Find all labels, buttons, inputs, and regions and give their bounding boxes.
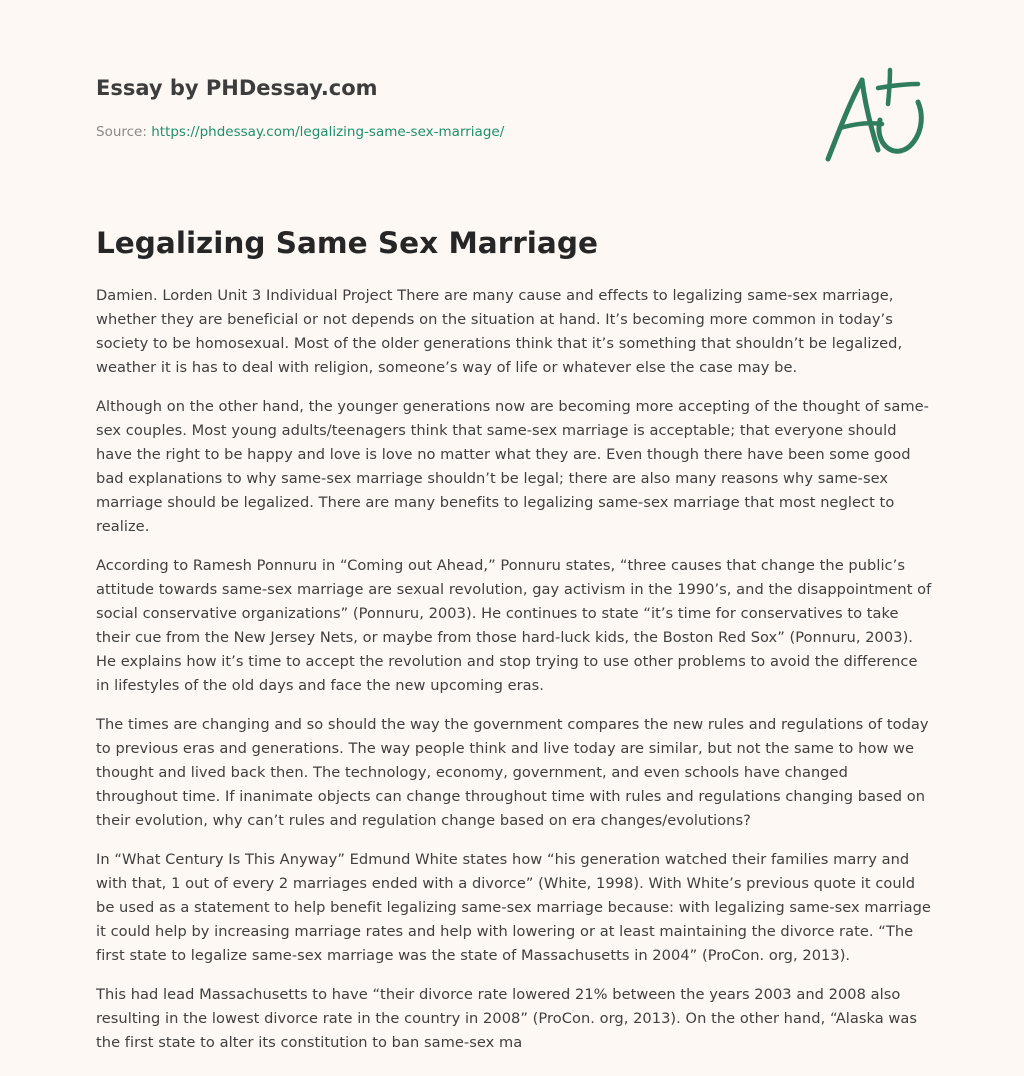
essay-title: Legalizing Same Sex Marriage [96,226,598,260]
essay-paragraph: Damien. Lorden Unit 3 Individual Project There are many cause and effects to legalizing same-sex marriage, whether they are beneficial or not depends on the situation at hand. It’s becoming more common in today’s society to be homosexual. Most of the older generations think that it’s something that shouldn’t be legalized, weather it is has to deal with religion, someone’s way of life or whatever else the case may be. [96,287,903,376]
site-title: Essay by PHDessay.com [96,76,378,100]
essay-paragraph: According to Ramesh Ponnuru in “Coming out Ahead,” Ponnuru states, “three causes that change the public’s attitude towards same-sex marriage are sexual revolution, gay activism in the 1990’s, and the disappointment of social conservative organizations” (Ponnuru, 2003). He continues to state “it’s time for conservatives to take their cue from the New Jersey Nets, or maybe from those hard-luck kids, the Boston Red Sox” (Ponnuru, 2003). He explains how it’s time to accept the revolution and stop trying to use other problems to avoid the difference in lifestyles of the old days and face the new upcoming eras. [96,557,932,694]
source-label: Source: [96,124,147,140]
essay-body [96,284,934,1064]
a-plus-logo-icon [818,64,934,168]
essay-paragraph: This had lead Massachusetts to have “their divorce rate lowered 21% between the years 2003 and 2008 also resulting in the lowest divorce rate in the country in 2008” (ProCon. org, 2013). On the other hand, “Alaska was the first state to alter its constitution to ban same-sex ma [96,986,918,1051]
essay-paragraph: In “What Century Is This Anyway” Edmund White states how “his generation watched their families marry and with that, 1 out of every 2 marriages ended with a divorce” (White, 1998). With White’s previous quote it could be used as a statement to help benefit legalizing same-sex marriage because: with legalizing same-sex marriage it could help by increasing marriage rates and help with lowering or at least maintaining the divorce rate. “The first state to legalize same-sex marriage was the state of Massachusetts in 2004” (ProCon. org, 2013). [96,851,931,964]
essay-paragraph: The times are changing and so should the way the government compares the new rules and regulations of today to previous eras and generations. The way people think and live today are similar, but not the same to how we thought and lived back then. The technology, economy, government, and even schools have changed throughout time. If inanimate objects can change throughout time with rules and regulations changing based on their evolution, why can’t rules and regulation change based on era changes/evolutions? [96,716,929,829]
source-line [96,124,504,140]
essay-paragraph: Although on the other hand, the younger generations now are becoming more accepting of the thought of same-sex couples. Most young adults/teenagers think that same-sex marriage is acceptable; that everyone should have the right to be happy and love is love no matter what they are. Even though there have been some good bad explanations to why same-sex marriage shouldn’t be legal; there are also many reasons why same-sex marriage should be legalized. There are many benefits to legalizing same-sex marriage that most neglect to realize. [96,398,929,535]
source-link[interactable]: https://phdessay.com/legalizing-same-sex-marriage/ [151,124,505,140]
